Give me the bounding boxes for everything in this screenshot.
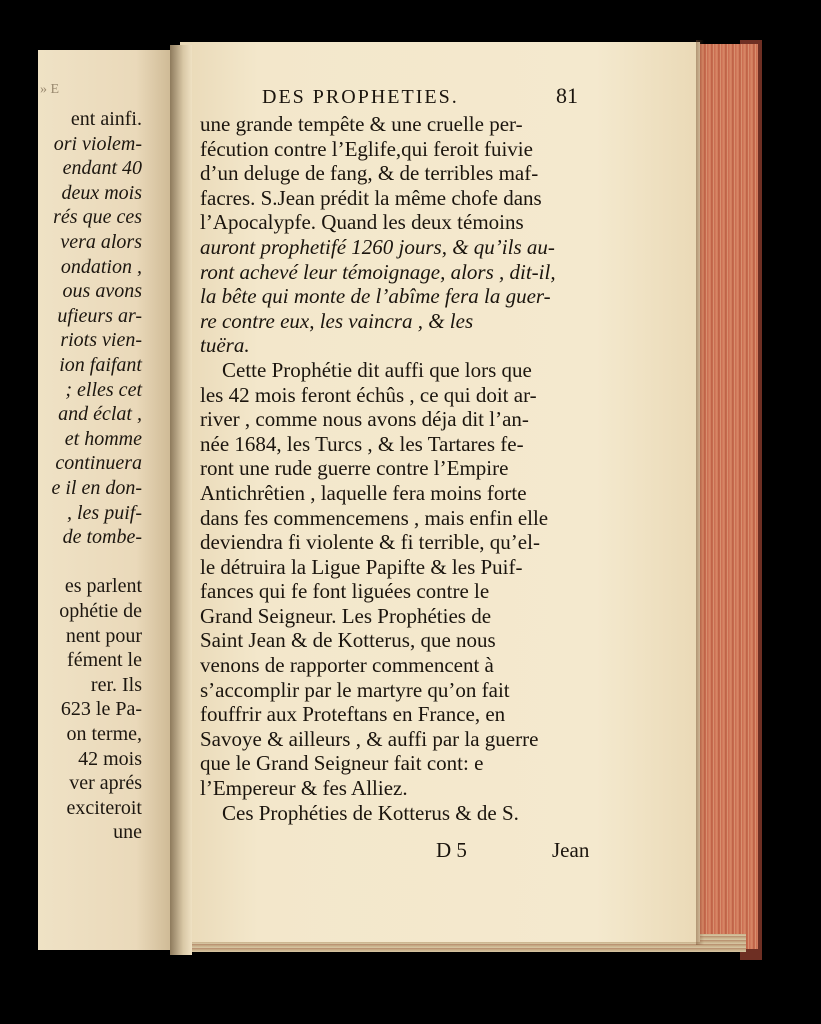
text-line: la bête qui monte de l’abîme fera la guer- [200,284,551,309]
text-line: venons de rapporter commencent à [200,653,494,678]
left-page-line: fément le [67,649,142,672]
text-line: tuëra. [200,333,250,358]
left-page-line: une [113,821,142,844]
text-line: Cette Prophétie dit auffi que lors que [222,357,532,382]
text-line: Antichrêtien , laquelle fera moins forte [200,480,527,505]
text-line: s’accomplir par le martyre qu’on fait [200,677,510,702]
text-line: née 1684, les Turcs , & les Tartares fe- [200,431,524,456]
text-line: fances qui fe font liguées contre le [200,579,490,604]
red-page-edges [700,44,758,949]
text-line: Grand Seigneur. Les Prophéties de [200,603,492,628]
left-corner-mark: » E [40,82,60,97]
catchword: Jean [552,838,590,862]
book-gutter [170,45,192,955]
text-line: deviendra fi violente & fi terrible, qu’el- [200,530,540,555]
left-page-line: continuera [55,452,142,475]
left-page-line: nent pour [65,624,142,647]
left-page-line: and éclat , [58,403,142,426]
left-page-line: ent ainfi. [70,108,142,130]
page-edge-shadow [696,40,704,945]
text-line: l’Empereur & fes Alliez. [200,776,408,801]
left-page-line: vera alors [60,231,142,253]
text-line: re contre eux, les vaincra , & les [200,308,474,333]
text-line: ront achevé leur témoignage, alors , dit-il, [200,259,556,284]
left-page-line: on terme, [66,723,142,745]
text-line: dans fes commencemens , mais enfin elle [200,505,549,530]
left-page-line: endant 40 [62,157,142,180]
text-line: une grande tempête & une cruelle per- [200,112,523,136]
left-page-line: ophétie de [59,600,142,622]
text-line: le détruira la Ligue Papifte & les Puif- [200,554,523,579]
left-page-line: de tombe- [62,526,142,549]
left-page-line: e il en don- [51,477,142,499]
text-line: fouffrir aux Proteftans en France, en [200,702,506,727]
main-text-block [200,112,602,825]
running-head: DES PROPHETIES. [262,86,459,108]
signature-mark: D 5 [436,838,467,862]
text-line: les 42 mois feront échûs , ce qui doit ar- [200,382,537,407]
text-line: ront une rude guerre contre l’Empire [200,456,509,481]
left-page-line: rer. Ils [90,673,142,696]
text-line: Savoye & ailleurs , & auffi par la guerre [200,726,539,751]
left-page-line: et homme [64,427,142,450]
left-page-line: ver aprés [69,772,142,795]
text-line: Saint Jean & de Kotterus, que nous [200,628,496,653]
left-page-line: ion faifant [59,354,142,376]
left-page-line: ondation , [60,255,142,278]
text-line: l’Apocalypfe. Quand les deux témoins [200,210,524,235]
left-page-line: ; elles cet [65,378,142,401]
text-line: river , comme nous avons déja dit l’an- [200,407,529,432]
text-line: que le Grand Seigneur fait cont: e [200,751,484,776]
left-page-line: es parlent [64,575,142,598]
left-page-line: ufieurs ar- [57,304,142,327]
text-line: d’un deluge de fang, & de terribles maf- [200,161,539,186]
text-line: facres. S.Jean prédit la même chofe dans [200,185,542,210]
left-page-line: rés que ces [53,206,142,229]
left-page-line: exciteroit [66,796,142,819]
left-page-line: , les puif- [67,501,142,524]
left-page-line: deux mois [61,181,142,204]
left-facing-page [38,50,178,950]
left-page-line: ori violem- [53,132,142,155]
text-line: Ces Prophéties de Kotterus & de S. [222,800,519,825]
left-page-line: 623 le Pa- [60,698,142,721]
page-number: 81 [556,83,578,108]
text-line: fécution contre l’Eglife,qui feroit fuivie [200,136,533,161]
left-page-line: riots vien- [60,329,142,352]
left-page-line: ous avons [62,280,142,303]
left-page-line: 42 mois [78,747,142,770]
text-line: auront prophetifé 1260 jours, & qu’ils au- [200,234,555,259]
